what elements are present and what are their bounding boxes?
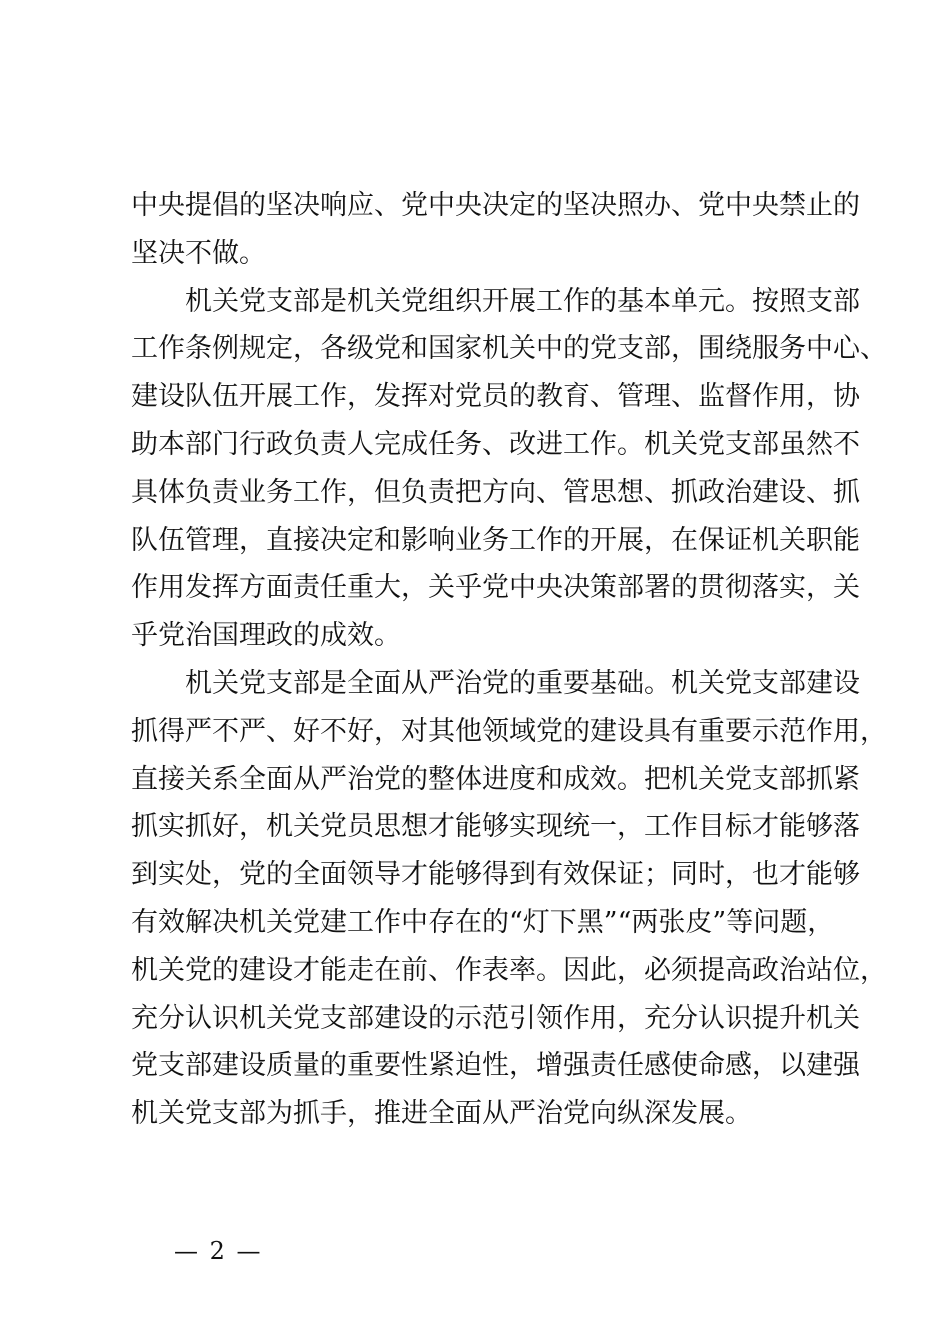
body-text	[131, 182, 887, 1138]
text-line: 机关党的建设才能走在前、作表率。因此，必须提高政治站位，	[131, 954, 887, 986]
text-line: 抓得严不严、好不好，对其他领域党的建设具有重要示范作用，	[131, 715, 887, 747]
page-number: — 2 —	[174, 1237, 263, 1265]
text-line: 党支部建设质量的重要性紧迫性，增强责任感使命感，以建强	[131, 1050, 860, 1082]
text-line: 队伍管理，直接决定和影响业务工作的开展，在保证机关职能	[131, 524, 860, 556]
text-line: 乎党治国理政的成效。	[131, 620, 401, 652]
text-line: 到实处，党的全面领导才能够得到有效保证；同时，也才能够	[131, 859, 860, 891]
text-line: 建设队伍开展工作，发挥对党员的教育、管理、监督作用，协	[131, 381, 860, 413]
text-line: 助本部门行政负责人完成任务、改进工作。机关党支部虽然不	[131, 428, 860, 460]
text-line: 坚决不做。	[131, 237, 266, 269]
text-line: 机关党支部为抓手，推进全面从严治党向纵深发展。	[131, 1098, 752, 1130]
text-line: 机关党支部是全面从严治党的重要基础。机关党支部建设	[185, 667, 860, 699]
text-line: 机关党支部是机关党组织开展工作的基本单元。按照支部	[185, 285, 860, 317]
text-line: 具体负责业务工作，但负责把方向、管思想、抓政治建设、抓	[131, 476, 860, 508]
text-line: 有效解决机关党建工作中存在的“灯下黑”“两张皮”等问题，	[131, 906, 835, 938]
text-line: 作用发挥方面责任重大，关乎党中央决策部署的贯彻落实，关	[131, 572, 860, 604]
text-line: 充分认识机关党支部建设的示范引领作用，充分认识提升机关	[131, 1002, 860, 1034]
text-line: 直接关系全面从严治党的整体进度和成效。把机关党支部抓紧	[131, 763, 860, 795]
text-line: 抓实抓好，机关党员思想才能够实现统一，工作目标才能够落	[131, 811, 860, 843]
text-line: 中央提倡的坚决响应、党中央决定的坚决照办、党中央禁止的	[131, 190, 860, 221]
text-line: 工作条例规定，各级党和国家机关中的党支部，围绕服务中心、	[131, 333, 887, 365]
